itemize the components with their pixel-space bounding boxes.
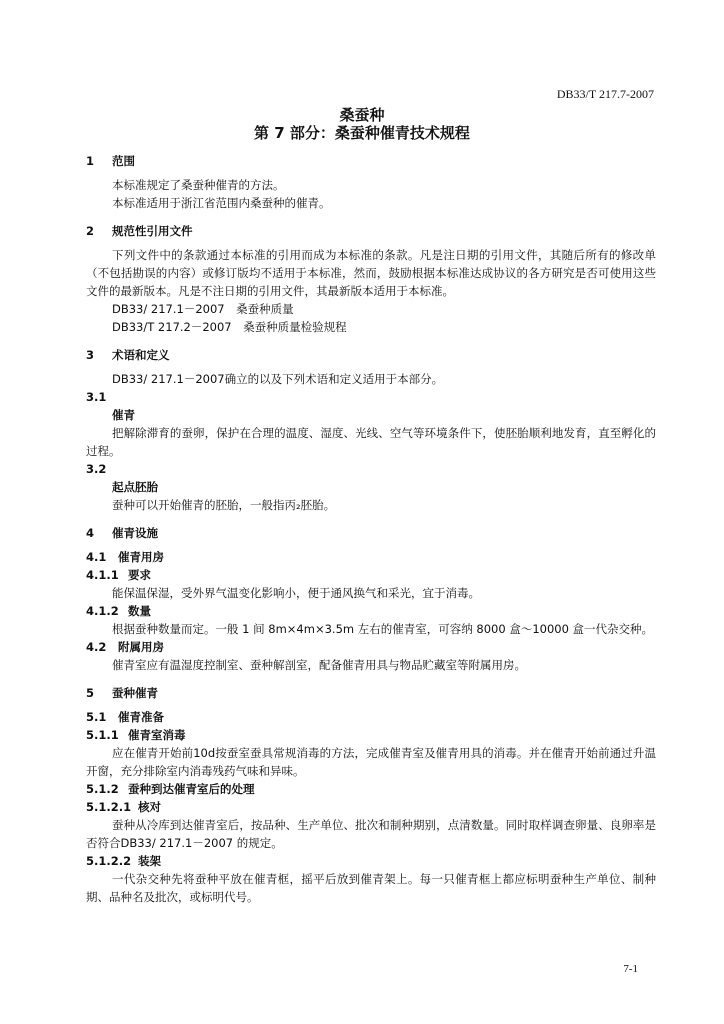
term-name: 催青 (112, 408, 135, 422)
paragraph: 催青室应有温湿度控制室、蚕种解剖室，配备催青用具与物品贮藏室等附属用房。 (112, 658, 526, 672)
paragraph: 根据蚕种数量而定。一般 1 间 8m×4m×3.5m 左右的催青室，可容纳 8000 盒～10000 盒一代杂交种。 (112, 622, 654, 636)
subsection-heading (86, 566, 656, 584)
subsection-number: 5.1.2.1 (86, 800, 132, 814)
document-body (86, 148, 656, 906)
subsection-title: 催青室消毒 (128, 728, 186, 742)
term-definition: 蚕种可以开始催青的胚胎，一般指丙₂胚胎。 (112, 498, 336, 512)
subsection-title: 要求 (128, 568, 151, 582)
subsection-heading (86, 852, 656, 870)
term-name: 起点胚胎 (112, 480, 158, 494)
page-number: 7-1 (623, 963, 638, 975)
subsection-number: 4.1.2 (86, 604, 119, 618)
section-3-heading (86, 346, 656, 364)
section-title: 催青设施 (112, 526, 158, 540)
subsection-heading (86, 726, 656, 744)
subsection-title: 附属用房 (118, 640, 164, 654)
subsection-heading (86, 798, 656, 816)
subsection-title: 数量 (128, 604, 151, 618)
subsection-heading (86, 548, 656, 566)
paragraph: DB33/ 217.1－2007确立的以及下列术语和定义适用于本部分。 (112, 372, 444, 386)
document-title: 桑蚕种 (339, 106, 385, 124)
subsection-title: 催青用房 (118, 550, 164, 564)
paragraph: 本标准规定了桑蚕种催青的方法。 (112, 178, 285, 192)
subsection-number: 5.1.1 (86, 728, 119, 742)
paragraph: 一代杂交种先将蚕种平放在催青框，摇平后放到催青架上。每一只催青框上都应标明蚕种生产单位、制种期、品种名及批次，或标明代号。 (86, 872, 656, 904)
subsection-number: 5.1 (86, 710, 107, 724)
section-5-heading (86, 684, 656, 702)
section-number: 3 (86, 348, 95, 362)
subsection-heading (86, 780, 656, 798)
subsection-title: 蚕种到达催青室后的处理 (128, 782, 255, 796)
term-definition: 把解除滞育的蚕卵，保护在合理的温度、湿度、光线、空气等环境条件下，使胚胎顺利地发育，直至孵化的过程。 (86, 426, 656, 458)
subsection-title: 催青准备 (118, 710, 164, 724)
section-4-heading (86, 524, 656, 542)
term-number: 3.2 (86, 462, 107, 476)
section-title: 蚕种催青 (112, 686, 158, 700)
subsection-number: 5.1.2.2 (86, 854, 132, 868)
paragraph: 应在催青开始前10d按蚕室蚕具常规消毒的方法，完成催青室及催青用具的消毒。并在催青开始前通过升温开窗，充分排除室内消毒残药气味和异味。 (86, 746, 656, 778)
section-1-heading (86, 152, 656, 170)
section-number: 1 (86, 154, 95, 168)
subsection-number: 4.2 (86, 640, 107, 654)
paragraph: 蚕种从冷库到达催青室后，按品种、生产单位、批次和制种期别，点清数量。同时取样调查卵量、良卵率是否符合DB33/ 217.1－2007 的规定。 (86, 818, 656, 850)
section-number: 5 (86, 686, 95, 700)
subsection-number: 5.1.2 (86, 782, 119, 796)
section-number: 2 (86, 224, 95, 238)
standard-number: DB33/T 217.7-2007 (556, 87, 654, 101)
paragraph: 本标准适用于浙江省范围内桑蚕种的催青。 (112, 196, 331, 210)
section-title: 术语和定义 (112, 348, 170, 362)
section-title: 规范性引用文件 (112, 224, 193, 238)
subsection-title: 核对 (138, 800, 161, 814)
paragraph: 能保温保湿，受外界气温变化影响小，便于通风换气和采光，宜于消毒。 (112, 586, 480, 600)
term-number: 3.1 (86, 390, 107, 404)
section-2-heading (86, 222, 656, 240)
paragraph: 下列文件中的条款通过本标准的引用而成为本标准的条款。凡是注日期的引用文件，其随后所有的修改单（不包括勘误的内容）或修订版均不适用于本标准，然而，鼓励根据本标准达成协议的各方研究是否可使用这些文件的最新版本。凡是不注日期的引用文件，其最新版本适用于本标准。 (86, 248, 656, 298)
document-subtitle: 第 7 部分：桑蚕种催青技术规程 (254, 124, 470, 142)
subsection-number: 4.1 (86, 550, 107, 564)
reference-item: DB33/ 217.1－2007 桑蚕种质量 (112, 302, 294, 316)
section-number: 4 (86, 526, 95, 540)
reference-item: DB33/T 217.2－2007 桑蚕种质量检验规程 (112, 320, 347, 334)
section-title: 范围 (112, 154, 135, 168)
subsection-heading (86, 708, 656, 726)
subsection-number: 4.1.1 (86, 568, 119, 582)
subsection-heading (86, 602, 656, 620)
subsection-heading (86, 638, 656, 656)
subsection-title: 装架 (138, 854, 161, 868)
